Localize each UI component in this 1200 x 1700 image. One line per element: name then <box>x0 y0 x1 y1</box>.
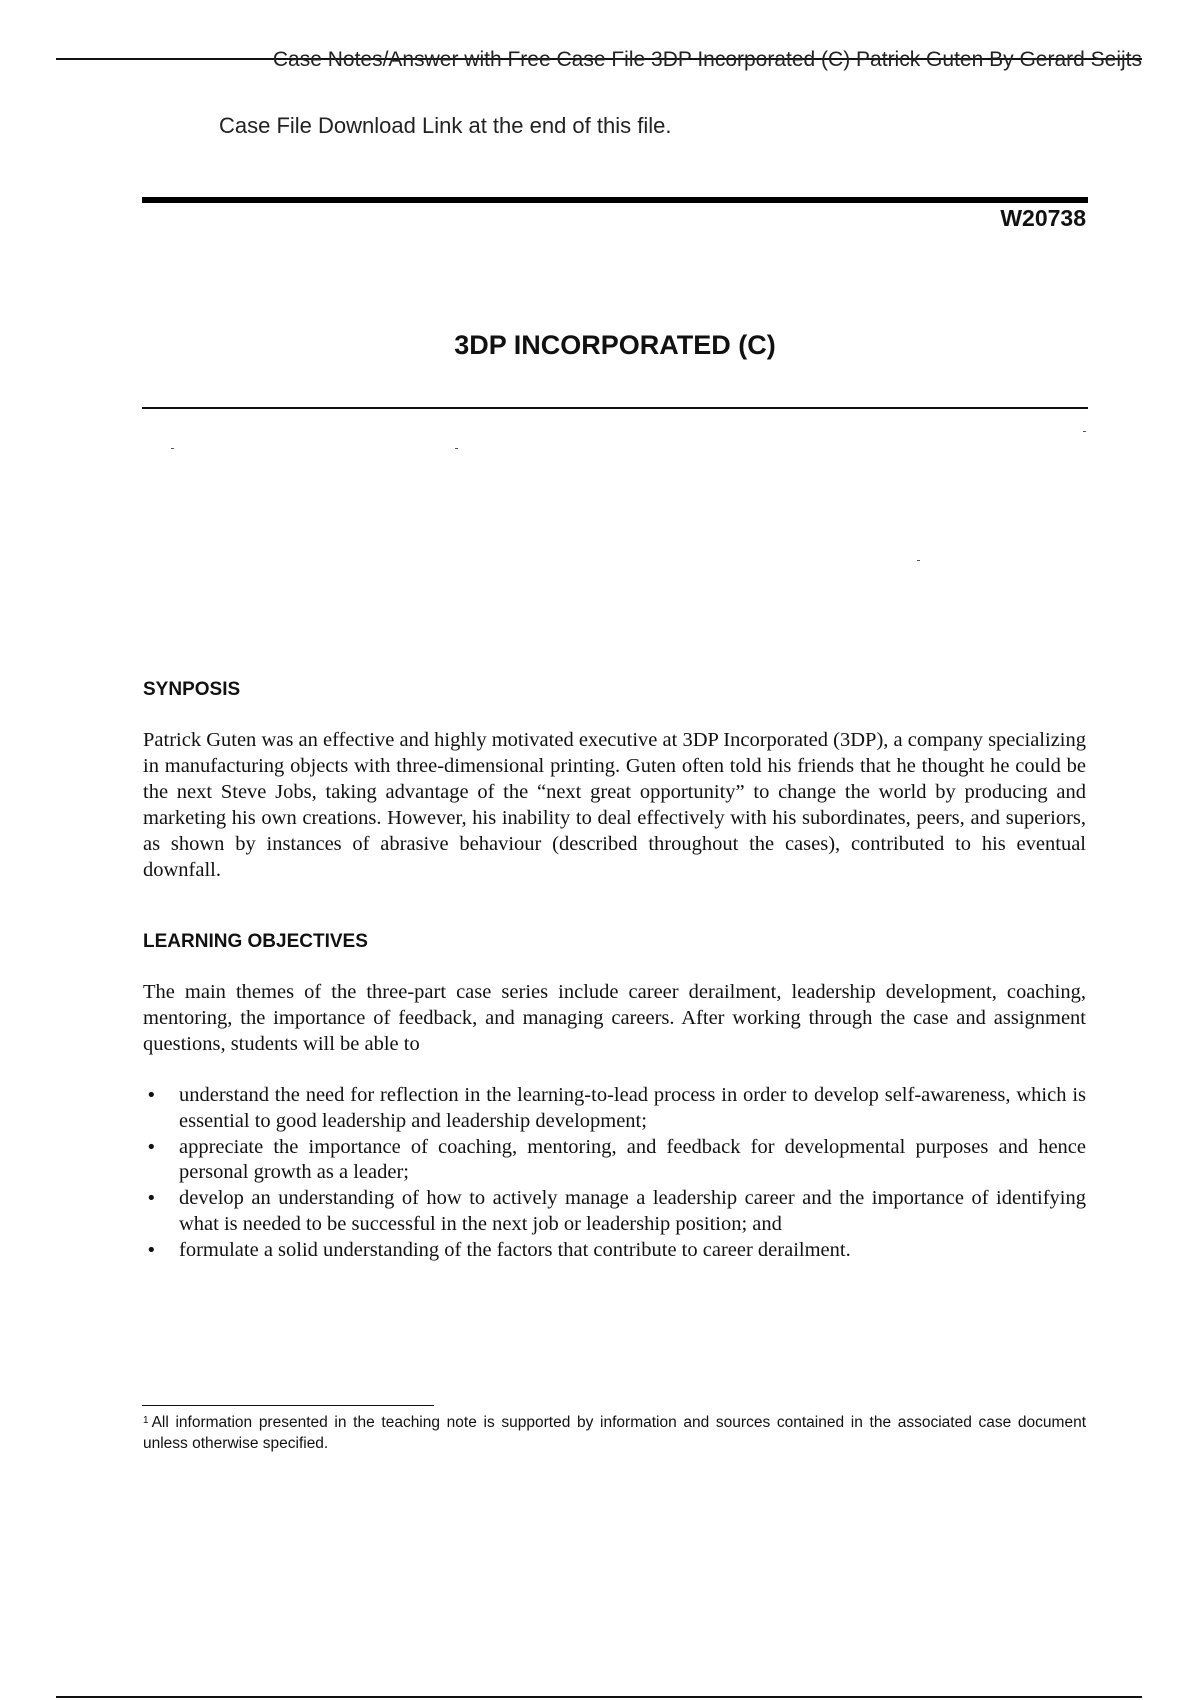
footnote <box>143 1412 1086 1454</box>
download-note: Case File Download Link at the end of this file. <box>219 113 672 138</box>
list-item-text: develop an understanding of how to actively manage a leadership career and the importance of identifying what is needed to be successful in the next job or leadership position; and <box>179 1187 1086 1235</box>
bullet-icon: • <box>146 1239 157 1261</box>
synopsis-body: Patrick Guten was an effective and highly motivated executive at 3DP Incorporated (3DP), a company specializing in manufacturing objects with three-dimensional printing. Guten often told his friends that he thought he could be the next Steve Jobs, taking advantage of the “next great opportunity” to change the world by producing and marketing his own creations. However, his inability to deal effectively with his subordinates, peers, and superiors, as shown by instances of abrasive behaviour (described throughout the cases), contributed to his eventual downfall. <box>143 729 1086 881</box>
learning-objectives-heading: LEARNING OBJECTIVES <box>143 931 368 952</box>
scan-speck <box>455 448 458 449</box>
case-code: W20738 <box>1000 205 1086 231</box>
bullet-icon: • <box>146 1136 157 1158</box>
learning-objectives-list <box>143 1083 1086 1264</box>
list-item <box>143 1186 1086 1237</box>
list-item-text: understand the need for reflection in the learning-to-lead process in order to develop self-awareness, which is essential to good leadership and leadership development; <box>179 1084 1086 1132</box>
footnote-rule <box>142 1405 434 1406</box>
bullet-icon: • <box>146 1188 157 1209</box>
synopsis-heading: SYNPOSIS <box>143 679 241 700</box>
list-item-text: appreciate the importance of coaching, mentoring, and feedback for developmental purposes and hence personal growth as a leader; <box>179 1135 1086 1183</box>
title-rule <box>142 407 1088 409</box>
scan-speck <box>171 448 174 449</box>
list-item <box>143 1083 1086 1134</box>
footnote-text: All information presented in the teaching note is supported by information and sources contained in the associated case document unless otherwise specified. <box>143 1414 1086 1452</box>
list-item <box>143 1238 1086 1264</box>
list-item <box>143 1135 1086 1186</box>
learning-objectives-intro: The main themes of the three-part case series include career derailment, leadership development, coaching, mentoring, the importance of feedback, and managing careers. After working through the case and assignment questions, students will be able to <box>143 981 1086 1055</box>
scan-speck <box>1083 431 1086 432</box>
bullet-icon: • <box>146 1085 157 1106</box>
header-banner-text: Case Notes/Answer with Free Case File 3DP Incorporated (C) Patrick Guten By Gerard Seijts <box>272 48 1142 71</box>
list-item-text: formulate a solid understanding of the factors that contribute to career derailment. <box>179 1238 851 1261</box>
page-bottom-rule <box>56 1696 1142 1698</box>
page-title: 3DP INCORPORATED (C) <box>454 330 776 360</box>
footnote-marker: 1 <box>143 1415 149 1426</box>
scan-speck <box>917 560 920 561</box>
